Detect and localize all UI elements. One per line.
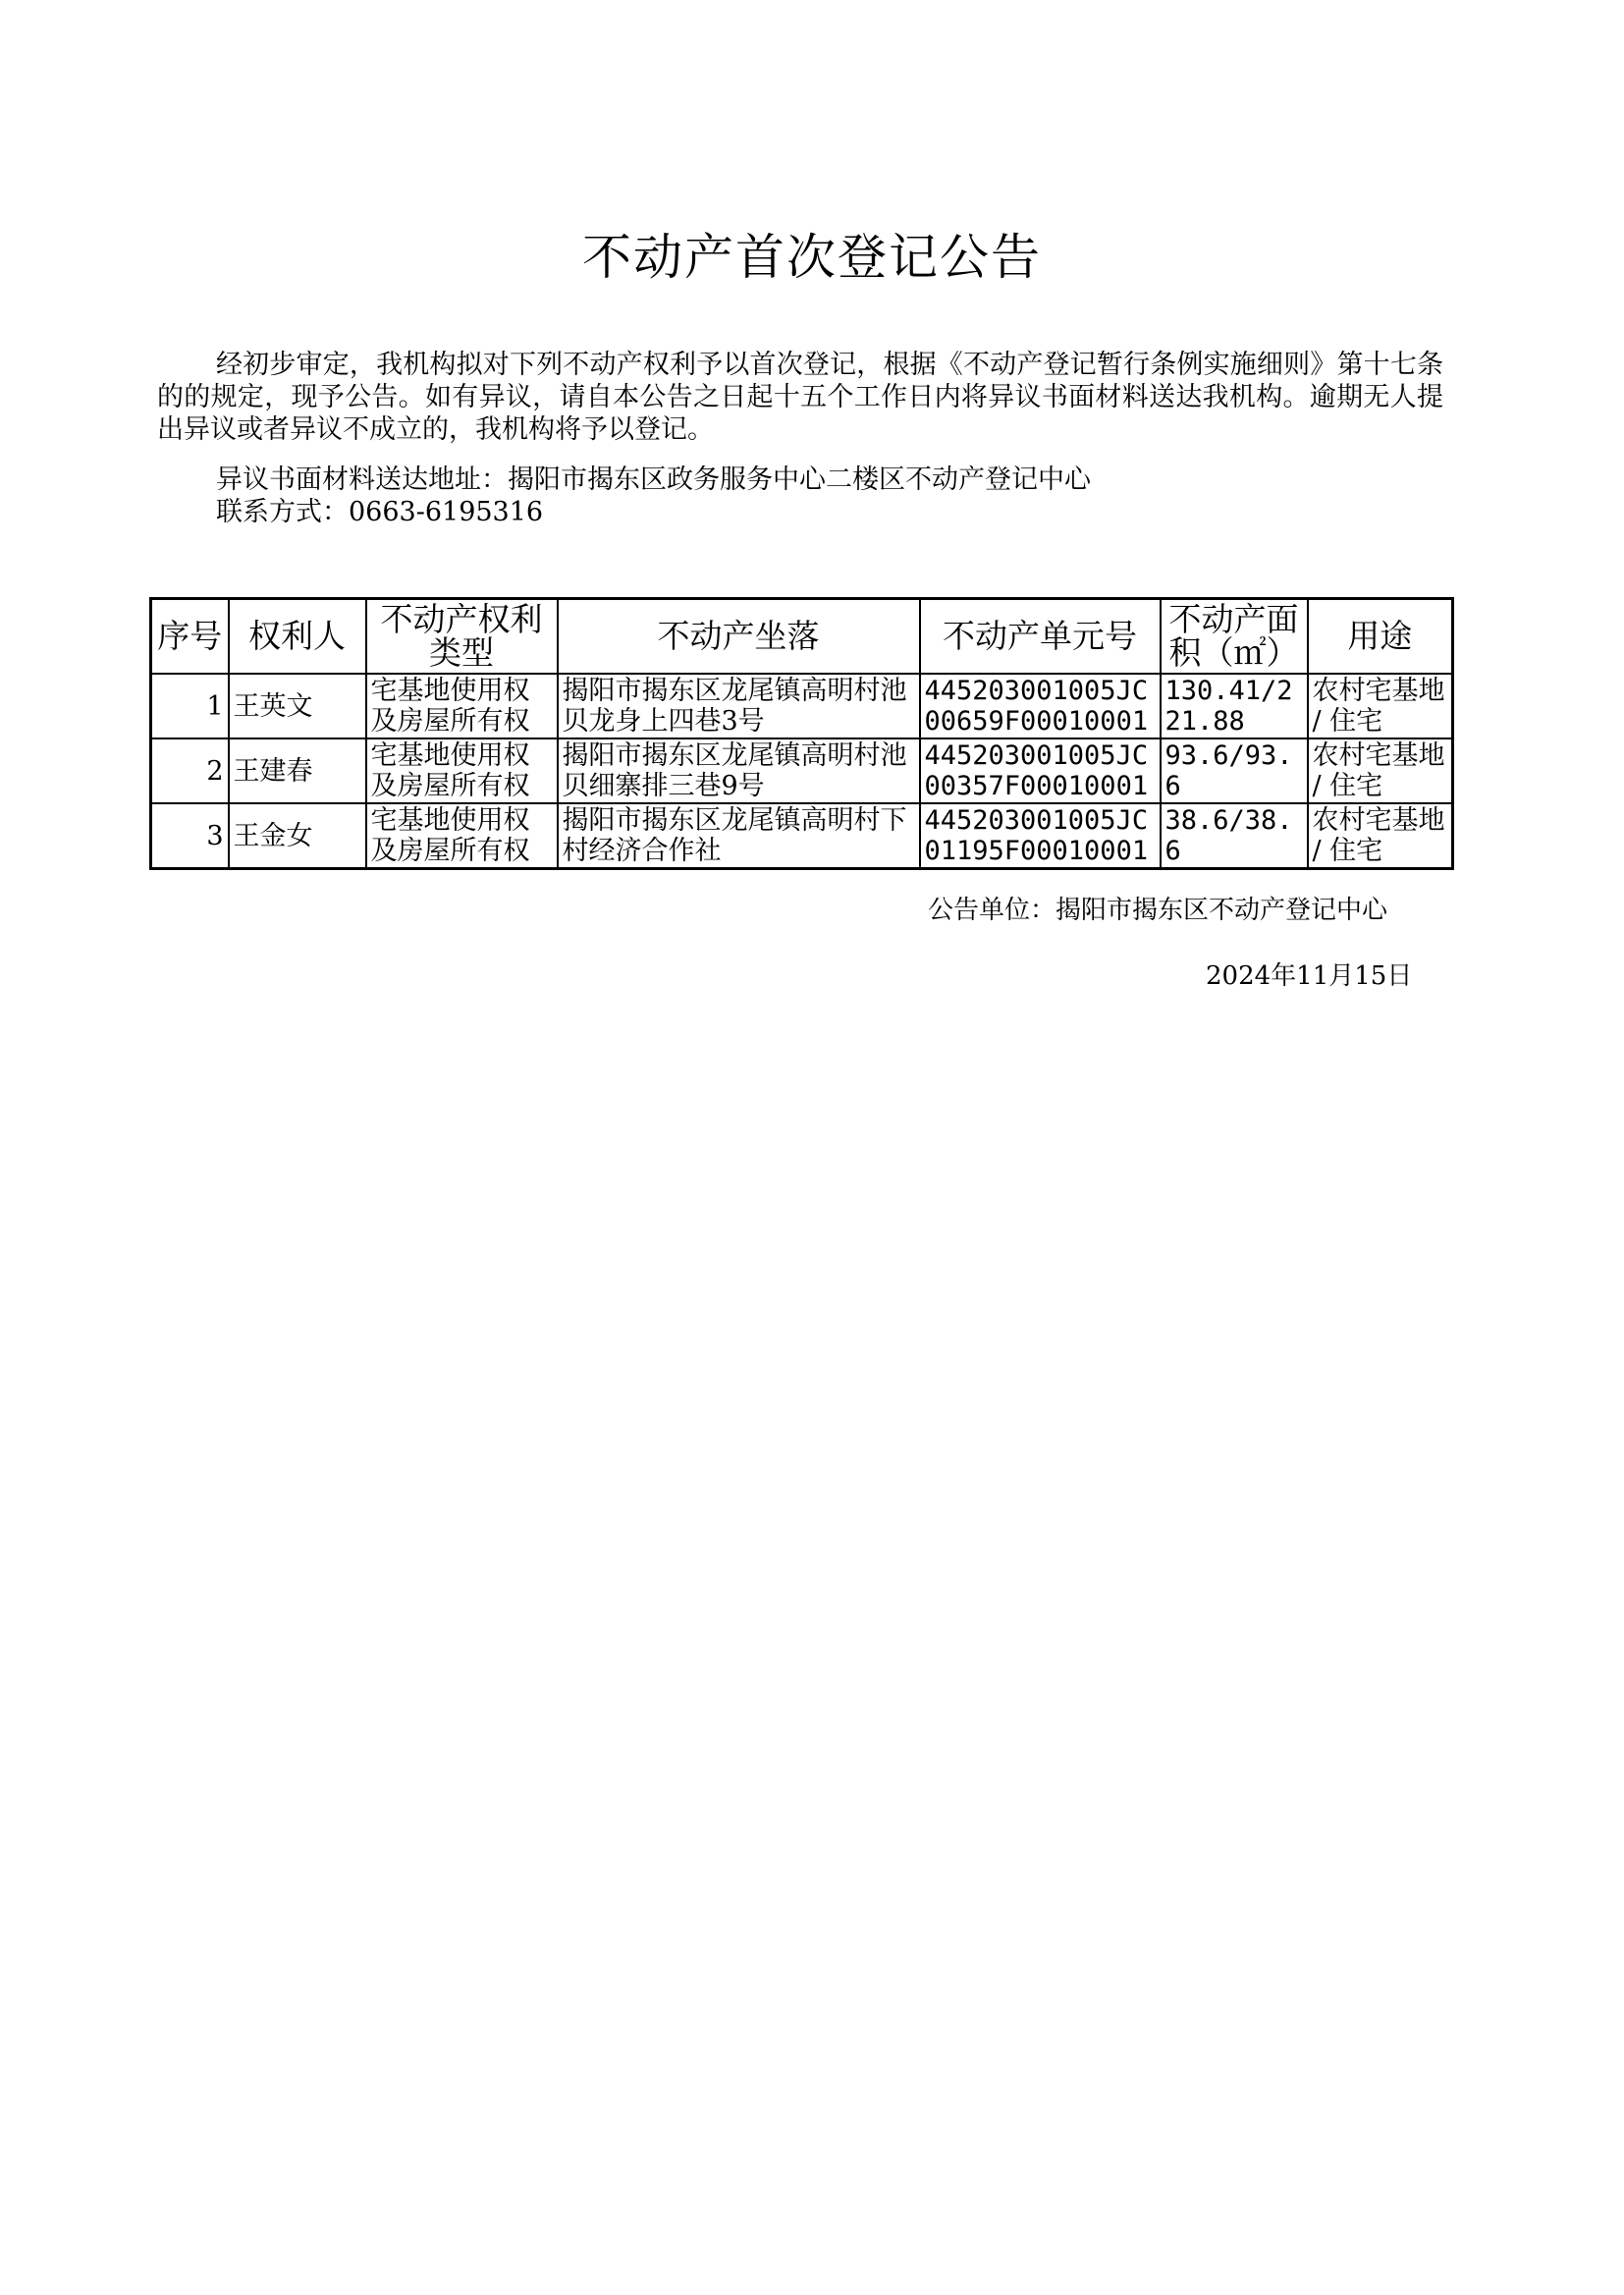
header-holder: 权利人 <box>229 599 366 675</box>
cell-index: 3 <box>151 803 229 869</box>
header-right-type: 不动产权利类型 <box>366 599 558 675</box>
header-area: 不动产面积（㎡） <box>1161 599 1308 675</box>
contact-info: 联系方式：0663-6195316 <box>216 497 544 527</box>
header-usage: 用途 <box>1308 599 1453 675</box>
cell-unit-number: 445203001005JC01195F00010001 <box>920 803 1161 869</box>
header-unit-number: 不动产单元号 <box>920 599 1161 675</box>
header-location: 不动产坐落 <box>558 599 920 675</box>
table-row <box>151 738 1453 803</box>
cell-index: 1 <box>151 674 229 738</box>
cell-index: 2 <box>151 738 229 803</box>
cell-unit-number: 445203001005JC00357F00010001 <box>920 738 1161 803</box>
cell-area: 130.41/221.88 <box>1161 674 1308 738</box>
cell-usage: 农村宅基地 / 住宅 <box>1308 674 1453 738</box>
cell-holder: 王英文 <box>229 674 366 738</box>
cell-holder: 王建春 <box>229 738 366 803</box>
registration-table <box>149 597 1454 870</box>
cell-area: 38.6/38.6 <box>1161 803 1308 869</box>
page-title: 不动产首次登记公告 <box>582 229 1042 286</box>
issuing-unit: 公告单位：揭阳市揭东区不动产登记中心 <box>928 896 1388 925</box>
intro-paragraph: 经初步审定，我机构拟对下列不动产权利予以首次登记，根据《不动产登记暂行条例实施细则》第十七条的的规定，现予公告。如有异议，请自本公告之日起十五个工作日内将异议书面材料送达我机构。逾期无人提出异议或者异议不成立的，我机构将予以登记。 <box>157 350 1443 445</box>
table-row <box>151 803 1453 869</box>
cell-right-type: 宅基地使用权及房屋所有权 <box>366 803 558 869</box>
cell-usage: 农村宅基地 / 住宅 <box>1308 803 1453 869</box>
table-header-row <box>151 599 1453 675</box>
objection-address: 异议书面材料送达地址：揭阳市揭东区政务服务中心二楼区不动产登记中心 <box>216 464 1091 495</box>
cell-location: 揭阳市揭东区龙尾镇高明村池贝细寨排三巷9号 <box>558 738 920 803</box>
cell-usage: 农村宅基地 / 住宅 <box>1308 738 1453 803</box>
cell-location: 揭阳市揭东区龙尾镇高明村池贝龙身上四巷3号 <box>558 674 920 738</box>
cell-area: 93.6/93.6 <box>1161 738 1308 803</box>
cell-location: 揭阳市揭东区龙尾镇高明村下村经济合作社 <box>558 803 920 869</box>
cell-holder: 王金女 <box>229 803 366 869</box>
cell-unit-number: 445203001005JC00659F00010001 <box>920 674 1161 738</box>
cell-right-type: 宅基地使用权及房屋所有权 <box>366 674 558 738</box>
table-row <box>151 674 1453 738</box>
header-index: 序号 <box>151 599 229 675</box>
cell-right-type: 宅基地使用权及房屋所有权 <box>366 738 558 803</box>
issue-date: 2024年11月15日 <box>1206 961 1413 991</box>
